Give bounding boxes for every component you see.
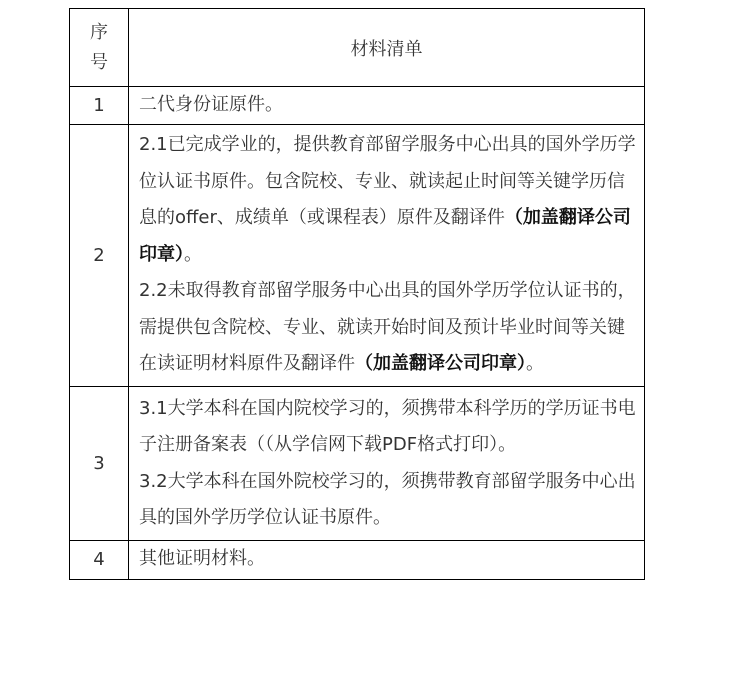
material-note-bold: （加盖翻译公司印章） <box>355 353 526 374</box>
row-materials <box>129 87 645 125</box>
material-item-3-1: 3.1大学本科在国内院校学习的，须携带本科学历的学历证书电子注册备案表（（从学信网下载PDF格式打印）。 <box>139 397 636 455</box>
material-text: 二代身份证原件。 <box>139 94 283 116</box>
table-row <box>70 87 645 125</box>
material-note-bold: （加盖翻译公司印章） <box>139 207 631 265</box>
row-number: 2 <box>70 125 129 387</box>
material-text: 2.1已完成学业的，提供教育部留学服务中心出具的国外学历学位认证书原件。包含院校、专业、就读起止时间等关键学历信息的offer、成绩单（或课程表）原件及翻译件 <box>139 134 636 228</box>
row-materials <box>129 125 645 387</box>
table-row <box>70 125 645 387</box>
row-number: 3 <box>70 386 129 540</box>
row-number: 1 <box>70 87 129 125</box>
material-text-end: 。 <box>184 243 202 265</box>
table-row <box>70 540 645 579</box>
row-materials <box>129 540 645 579</box>
header-number-label-line1: 序 <box>90 21 108 43</box>
header-materials-label: 材料清单 <box>350 38 423 60</box>
row-number: 4 <box>70 540 129 579</box>
header-number-cell <box>70 9 129 87</box>
material-text: 其他证明材料。 <box>139 548 265 570</box>
material-text: 2.2未取得教育部留学服务中心出具的国外学历学位认证书的，需提供包含院校、专业、就读开始时间及预计毕业时间等关键在读证明材料原件及翻译件 <box>139 280 636 374</box>
table-row <box>70 386 645 540</box>
header-materials-cell <box>129 9 645 87</box>
material-item-2-1 <box>139 127 636 273</box>
table-header-row <box>70 9 645 87</box>
material-text-end: 。 <box>526 353 544 374</box>
materials-table <box>69 8 645 580</box>
material-item-3-2: 3.2大学本科在国外院校学习的，须携带教育部留学服务中心出具的国外学历学位认证书原件。 <box>139 470 636 528</box>
material-item-2-2 <box>139 273 636 383</box>
row-materials <box>129 386 645 540</box>
header-number-label-line2: 号 <box>90 51 108 73</box>
